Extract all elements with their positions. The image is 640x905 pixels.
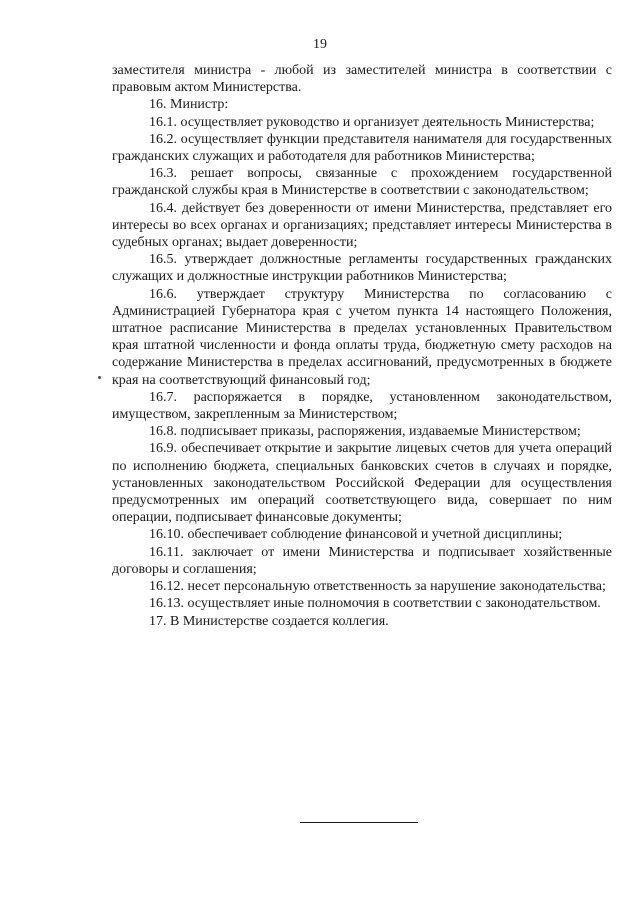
paragraph-16-2: 16.2. осуществляет функции представителя нанимателя для государственных гражданских служащих и работодателя для работников Министерства; — [112, 131, 612, 165]
paragraph-16-10: 16.10. обеспечивает соблюдение финансовой и учетной дисциплины; — [149, 527, 563, 543]
document-body — [112, 62, 612, 630]
paragraph-16-3: 16.3. решает вопросы, связанные с прохождением государственной гражданской службы края в Министерстве в соответствии с законодательством; — [112, 166, 612, 199]
paragraph-17: 17. В Министерстве создается коллегия. — [149, 613, 389, 629]
paragraph-16-7: 16.7. распоряжается в порядке, установленном законодательством, имуществом, закрепленным за Министерством; — [112, 389, 612, 423]
paragraph-16-6: 16.6. утверждает структуру Министерства по согласованию с Администрацией Губернатора края с учетом пункта 14 настоящего Положения, штатное расписание Министерства в пределах установленных Правительством края штатной численности и фонда оплаты труда, бюджетную смету расходов на содержание Министерства в пределах ассигнований, предусмотренных в бюджете края на соответствующий финансовый год; — [112, 286, 612, 388]
paragraph-16-8: 16.8. подписывает приказы, распоряжения, издаваемые Министерством; — [149, 424, 581, 440]
paragraph-16-13: 16.13. осуществляет иные полномочия в соответствии с законодательством. — [149, 596, 601, 612]
page-number: 19 — [313, 37, 327, 52]
paragraph-16-4: 16.4. действует без доверенности от имени Министерства, представляет его интересы во всех органах и организациях; представляет интересы Министерства в судебных органах; выдает доверенности; — [112, 200, 612, 251]
paragraph-16: 16. Министр: — [149, 97, 229, 113]
paragraph-16-5: 16.5. утверждает должностные регламенты государственных гражданских служащих и должностные инструкции работников Министерства; — [112, 252, 612, 285]
paragraph-16-11: 16.11. заключает от имени Министерства и подписывает хозяйственные договоры и соглашения; — [112, 544, 612, 577]
paragraph-continuation: заместителя министра - любой из заместителей министра в соответствии с правовым актом Министерства. — [112, 63, 612, 96]
paragraph-16-12: 16.12. несет персональную ответственность за нарушение законодательства; — [149, 579, 606, 595]
paragraph-16-1: 16.1. осуществляет руководство и организует деятельность Министерства; — [149, 114, 595, 130]
paragraph-16-9: 16.9. обеспечивает открытие и закрытие лицевых счетов для учета операций по исполнению бюджета, специальных банковских счетов в случаях и порядке, установленных законодательством Российской Федерации для осуществления предусмотренных им операций соответствующего вида, совершает по ним операции, подписывает финансовые документы; — [112, 441, 612, 526]
end-rule — [300, 822, 418, 823]
margin-mark — [98, 376, 101, 379]
